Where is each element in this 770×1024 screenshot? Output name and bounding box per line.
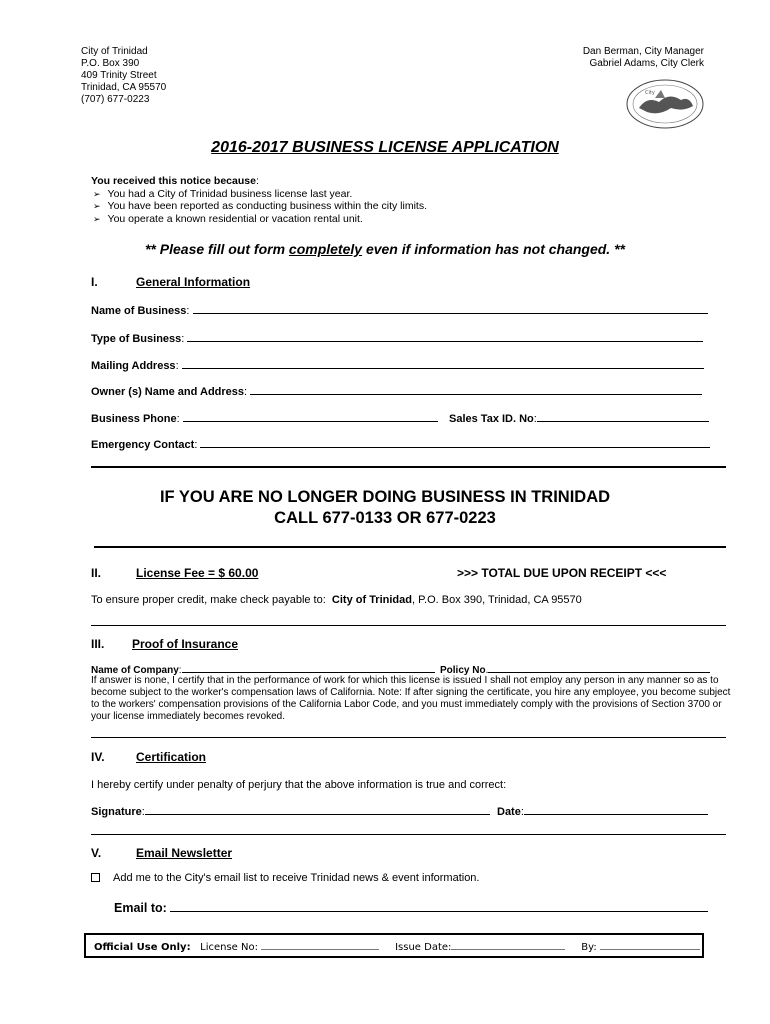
divider	[91, 625, 726, 626]
no-longer-heading: IF YOU ARE NO LONGER DOING BUSINESS IN TRINIDAD	[159, 488, 611, 506]
section-2-number: II.	[91, 566, 102, 580]
email-row	[114, 900, 708, 915]
svg-text:City: City	[645, 90, 655, 96]
policy-label: Policy No	[440, 665, 486, 676]
mailing-address-field[interactable]	[182, 358, 704, 369]
section-3-number: III.	[91, 637, 105, 651]
check-prefix: To ensure proper credit, make check payable to:	[91, 594, 326, 606]
newsletter-checkbox[interactable]	[91, 873, 100, 882]
section-5-number: V.	[91, 846, 102, 860]
official-use-label: Official Use Only:	[94, 942, 191, 953]
date-label: Date	[497, 806, 521, 818]
emergency-contact-field[interactable]	[200, 437, 710, 448]
total-due: >>> TOTAL DUE UPON RECEIPT <<<	[457, 566, 667, 580]
license-no-label: License No:	[200, 942, 258, 953]
officials-block	[583, 46, 704, 70]
business-type-label: Type of Business	[91, 333, 182, 345]
owner-row: Owner (s) Name and Address:	[91, 384, 702, 398]
divider	[91, 466, 726, 468]
email-field[interactable]	[170, 900, 708, 912]
issue-date-field[interactable]	[451, 940, 565, 950]
notice-intro: You received this notice because	[91, 175, 256, 187]
business-name-row: Name of Business:	[91, 303, 708, 317]
policy-row: Policy No.	[440, 663, 710, 676]
business-type-row: Type of Business:	[91, 331, 703, 345]
check-suffix: , P.O. Box 390, Trinidad, CA 95570	[411, 594, 582, 606]
notice-reason: ➢ You had a City of Trinidad business license last year.	[109, 188, 427, 201]
page-title: 2016-2017 BUSINESS LICENSE APPLICATION	[211, 139, 559, 156]
divider	[91, 737, 726, 738]
owner-field[interactable]	[250, 384, 702, 395]
check-payable-line	[91, 594, 582, 606]
section-1-title: General Information	[136, 275, 251, 289]
signature-field[interactable]	[145, 804, 490, 815]
section-4-title: Certification	[136, 750, 207, 764]
date-field[interactable]	[524, 804, 708, 815]
notice-block	[91, 175, 427, 225]
sales-tax-field[interactable]	[537, 411, 709, 422]
section-4-number: IV.	[91, 750, 105, 764]
city-name: City of Trinidad	[81, 46, 148, 57]
owner-label: Owner (s) Name and Address	[91, 386, 245, 398]
insurance-statement: If answer is none, I certify that in the performance of work for which this license is issued I shall not employ any person in any manner so as to become subject to the worker's compensation laws of California. Note: If after signing the certificate, you hire any employee, you become subject to the workers' compensation provisions of the California Labor Code, and you must immediately comply with the provisions of Section 3700 or your license immediately becomes revoked.	[91, 675, 731, 722]
city-phone: (707) 677-0223	[81, 94, 150, 105]
notice-colon: :	[255, 175, 259, 187]
emphasis-suffix: even if information has not changed. **	[362, 241, 625, 257]
emphasis-underlined: completely	[288, 241, 363, 257]
divider	[91, 834, 726, 835]
policy-field[interactable]	[488, 663, 710, 673]
mailing-address-row: Mailing Address:	[91, 358, 704, 372]
city-seal-icon	[625, 78, 705, 130]
emergency-contact-label: Emergency Contact	[91, 439, 195, 451]
emergency-contact-row: Emergency Contact:	[91, 437, 710, 451]
certify-statement: I hereby certify under penalty of perjury that the above information is true and correct:	[91, 779, 507, 791]
city-clerk: Gabriel Adams, City Clerk	[589, 58, 704, 69]
fill-completely-notice	[0, 241, 770, 257]
check-payee: City of Trinidad	[331, 594, 412, 606]
sales-tax-label: Sales Tax ID. No	[449, 413, 534, 425]
date-row: Date:	[497, 804, 708, 818]
street-address: 409 Trinity Street	[81, 70, 157, 81]
business-phone-label: Business Phone	[91, 413, 177, 425]
issue-date-label: Issue Date:	[395, 942, 452, 953]
mailing-address-label: Mailing Address	[91, 360, 176, 372]
signature-label: Signature	[91, 806, 142, 818]
business-phone-field[interactable]	[183, 411, 438, 422]
notice-reason: ➢ You have been reported as conducting business within the city limits.	[109, 200, 427, 213]
company-row: Name of Company:	[91, 663, 435, 676]
sales-tax-row: Sales Tax ID. No:	[449, 411, 709, 425]
license-fee: License Fee = $ 60.00	[136, 566, 259, 580]
by-field[interactable]	[600, 940, 700, 950]
by-label: By:	[581, 942, 597, 953]
section-3-title: Proof of Insurance	[132, 637, 239, 651]
notice-reason: ➢ You operate a known residential or vacation rental unit.	[109, 213, 427, 226]
business-phone-row: Business Phone:	[91, 411, 438, 425]
po-box: P.O. Box 390	[81, 58, 140, 69]
newsletter-checkbox-label: Add me to the City's email list to receive Trinidad news & event information.	[113, 872, 480, 884]
section-1-number: I.	[91, 275, 98, 289]
official-use-box	[84, 933, 704, 958]
signature-row: Signature:	[91, 804, 490, 818]
business-type-field[interactable]	[187, 331, 703, 342]
license-no-field[interactable]	[261, 940, 379, 950]
emphasis-prefix: ** Please fill out form	[144, 241, 289, 257]
company-label: Name of Company	[91, 665, 179, 676]
call-numbers: CALL 677-0133 OR 677-0223	[274, 509, 496, 527]
business-name-field[interactable]	[193, 303, 708, 314]
section-5-title: Email Newsletter	[136, 846, 233, 860]
business-name-label: Name of Business	[91, 305, 187, 317]
city-manager: Dan Berman, City Manager	[582, 46, 704, 57]
city-address-block	[81, 46, 166, 106]
divider	[94, 546, 726, 548]
email-label: Email to:	[114, 901, 167, 915]
company-field[interactable]	[182, 663, 435, 673]
city-state-zip: Trinidad, CA 95570	[81, 82, 167, 93]
